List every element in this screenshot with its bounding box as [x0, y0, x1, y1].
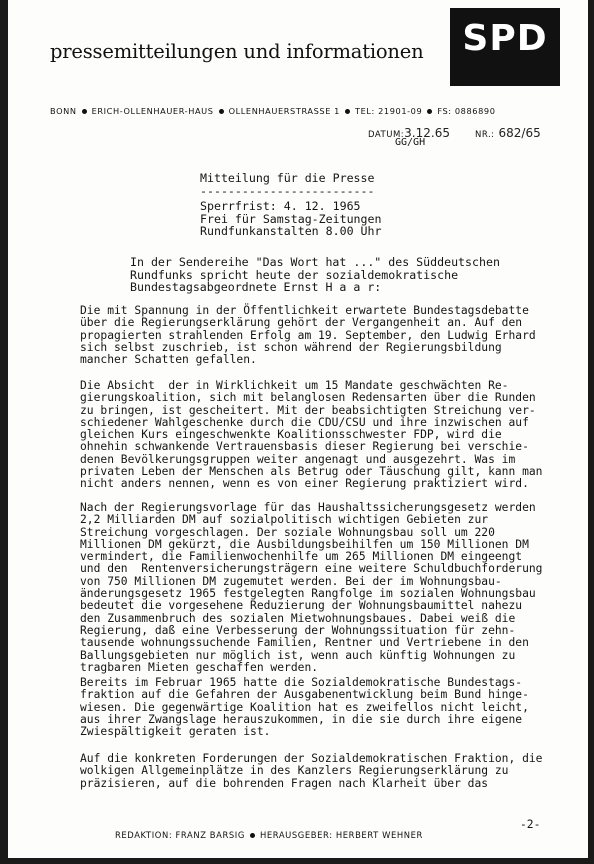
body-paragraph-4: Bereits im Februar 1965 hatte die Sozialdemokratische Bundestags- fraktion auf die Gefahren der Ausgabenentwicklung beim Bund hinge- wiesen. Die gegenwärtige Koalition hat es zweifellos nicht leicht, aus ihrer Zwangslage herauszukommen, in die sie durch ihre eigene Zwiespältigkeit geraten ist. [80, 676, 529, 739]
address-phone: TEL: 21901-09 [354, 106, 423, 116]
letterhead-address [50, 106, 496, 116]
notice-heading: Mitteilung für die Presse [200, 171, 375, 185]
address-telex: FS: 0886890 [437, 106, 496, 116]
footer-editor: REDAKTION: FRANZ BARSIG [115, 830, 245, 840]
bullet-icon [345, 109, 350, 114]
bullet-icon [219, 109, 224, 114]
scan-border-bottom [0, 858, 594, 864]
embargo-date: Sperrfrist: 4. 12. 1965 [200, 199, 361, 213]
masthead-title: pressemitteilungen und informationen [50, 40, 424, 63]
heading-underline: ------------------------- [200, 184, 375, 198]
address-building: ERICH-OLLENHAUER-HAUS [91, 106, 214, 116]
embargo-block [200, 200, 381, 238]
number-value: 682/65 [498, 126, 541, 140]
embargo-broadcast: Rundfunkanstalten 8.00 Uhr [200, 224, 382, 238]
number-field [475, 124, 541, 142]
body-paragraph-5: Auf die konkreten Forderungen der Sozialdemokratischen Fraktion, die wolkigen Allgemeinplätze in des Kanzlers Regierungserklärung zu präzisieren, auf die bohrenden Fragen nach Klarheit über das [80, 752, 543, 790]
spd-logo: SPD [450, 8, 560, 86]
footer-credits [115, 830, 423, 840]
intro-paragraph: In der Sendereihe "Das Wort hat ..." des Süddeutschen Rundfunks spricht heute der sozialdemokratische Bundestagsabgeordnete Ernst H a a r: [130, 255, 500, 295]
bullet-icon [427, 109, 432, 114]
date-label: DATUM: [368, 130, 405, 140]
bullet-icon [250, 833, 255, 838]
next-page-marker: -2- [520, 818, 541, 831]
footer-publisher: HERAUSGEBER: HERBERT WEHNER [259, 830, 423, 840]
address-city: BONN [50, 106, 77, 116]
embargo-newspapers: Frei für Samstag-Zeitungen [200, 211, 382, 226]
body-paragraph-3: Nach der Regierungsvorlage für das Haushaltssicherungsgesetz werden 2,2 Milliarden DM auf sozialpolitisch wichtigen Gebieten zur Streichung vorgeschlagen. Der soziale Wohnungsbau soll um 220 Millionen DM gekürzt, die Ausbildungsbeihilfen um 150 Millionen DM vermindert, die Familienwochenhilfe um 265 Millionen DM eingeengt und den Rentenversicherungsträgern eine weitere Schuldbuchforderung von 750 Millionen DM zugemutet werden. Bei der im Wohnungsbau- änderungsgesetz 1965 festgelegten Rangfolge im sozialen Wohnungsbau bedeutet die vorgesehene Reduzierung der Wohnungsbaumittel nahezu den Zusammenbruch des sozialen Mietwohnungsbaues. Dabei weiß die Regierung, daß eine Verbesserung der Wohnungssituation für zehn- tausende wohnungssuchende Familien, Rentner und Vertriebene in den Ballungsgebieten nur möglich ist, wenn auch künftig Wohnungen zu tragbaren Mieten geschaffen werden. [80, 501, 543, 674]
bullet-icon [82, 109, 87, 114]
body-paragraph-2: Die Absicht der in Wirklichkeit um 15 Mandate geschwächten Re- gierungskoalition, sich mit belanglosen Redensarten über die Runden zu bringen, ist gescheitert. Mit der beabsichtigten Streichung ver- schiedener Wahlgeschenke durch die CDU/CSU und ihre inzwischen auf gleichen Kurs eingeschwenkte Koalitionsschwester FDP, wird die ohnehin schwankende Vertrauensbasis dieser Regierung bei verschie- denen Bevölkerungsgruppen weiter angenagt und ausgezehrt. Was im privaten Leben der Menschen als Betrug oder Täuschung gilt, kann man nicht anders nennen, wenn es von einer Regierung praktiziert wird. [80, 379, 543, 491]
address-street: OLLENHAUERSTRASSE 1 [228, 106, 340, 116]
scan-border-left [0, 0, 8, 864]
number-label: NR.: [475, 130, 495, 140]
body-paragraph-1: Die mit Spannung in der Öffentlichkeit erwartete Bundestagsdebatte über die Regierungserklärung gehört der Vergangenheit an. Auf den propagierten strahlenden Erfolg am 19. September, den Ludwig Erhard sich selbst zuschrieb, ist schon während der Regierungsbildung mancher Schatten gefallen. [80, 304, 536, 367]
date-value: 3.12.65 [404, 126, 450, 140]
scan-border-right [588, 0, 594, 864]
typist-initials: GG/GH [395, 137, 426, 148]
